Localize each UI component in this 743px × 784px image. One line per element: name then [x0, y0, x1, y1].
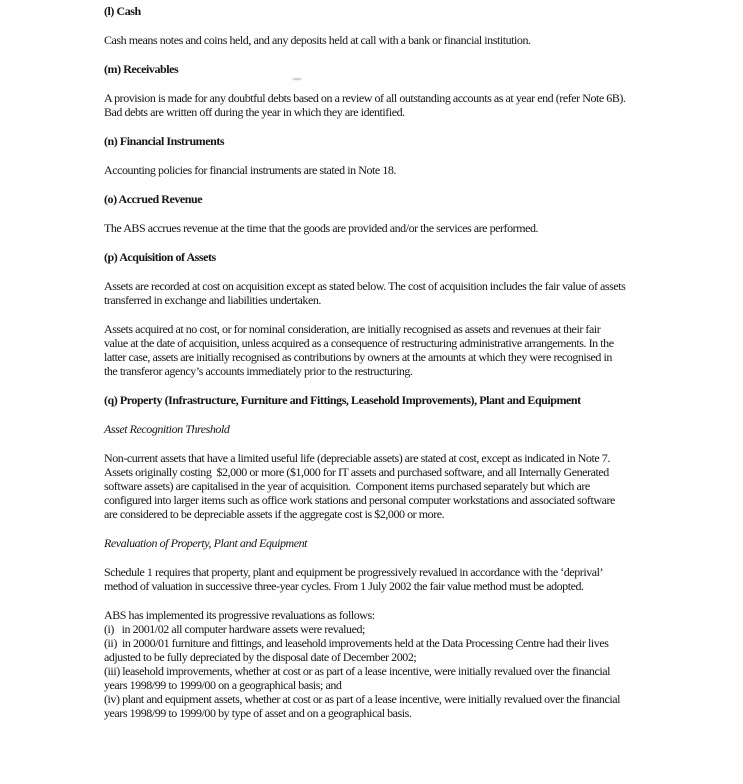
section-heading-cash: (l) Cash — [104, 4, 141, 18]
revaluation-item-i: (i) in 2001/02 all computer hardware assets were revalued; — [104, 622, 365, 636]
paragraph-financial-instruments: Accounting policies for financial instruments are stated in Note 18. — [104, 163, 396, 177]
progressive-revaluations-list — [104, 608, 626, 720]
document-content — [104, 4, 631, 720]
revaluation-item-ii: (ii) in 2000/01 furniture and fittings, and leasehold improvements held at the Data Processing Centre had their lives adjusted to be fully depreciated by the disposal date of December 2002; — [104, 636, 611, 664]
subheading-asset-recognition-threshold: Asset Recognition Threshold — [104, 422, 230, 436]
revaluation-item-iv: (iv) plant and equipment assets, whether at cost or as part of a lease incentive, were initially revalued over the financial years 1998/99 to 1999/00 by type of asset and on a geographical basis. — [104, 692, 623, 720]
revaluation-item-iii: (iii) leasehold improvements, whether at cost or as part of a lease incentive, were initially revalued over the financial years 1998/99 to 1999/00 on a geographical basis; and — [104, 664, 613, 692]
paragraph-asset-recognition-threshold: Non-current assets that have a limited useful life (depreciable assets) are stated at cost, except as indicated in Note 7. Assets originally costing $2,000 or more ($1,000 for IT assets and purchased software, and all Internally Generated software assets) are capitalised in the year of acquisition. Component items purchased separately but which are configured into larger items such as office work stations and personal computer workstations and associated software are considered to be depreciable assets if the aggregate cost is $2,000 or more. — [104, 451, 618, 521]
section-heading-receivables: (m) Receivables — [104, 62, 179, 76]
paragraph-acquisition-cost: Assets are recorded at cost on acquisition except as stated below. The cost of acquisition includes the fair value of assets transferred in exchange and liabilities undertaken. — [104, 279, 628, 307]
section-heading-financial-instruments: (n) Financial Instruments — [104, 134, 225, 148]
progressive-revaluations-intro: ABS has implemented its progressive revaluations as follows: — [104, 608, 375, 622]
paragraph-accrued-revenue: The ABS accrues revenue at the time that the goods are provided and/or the services are performed. — [104, 221, 539, 235]
section-heading-property-plant-equipment: (q) Property (Infrastructure, Furniture and Fittings, Leasehold Improvements), Plant and Equipment — [104, 393, 581, 407]
section-heading-acquisition-of-assets: (p) Acquisition of Assets — [104, 250, 216, 264]
paragraph-acquisition-no-cost: Assets acquired at no cost, or for nominal consideration, are initially recognised as assets and revenues at their fair value at the date of acquisition, unless acquired as a consequence of restructuring administrative arrangements. In the latter case, assets are initially recognised as contributions by owners at the amounts at which they were recognised in the transferor agency’s accounts immediately prior to the restructuring. — [104, 322, 617, 378]
paragraph-receivables-provision: A provision is made for any doubtful debts based on a review of all outstanding accounts as at year end (refer Note 6B). Bad debts are written off during the year in which they are identified. — [104, 91, 631, 119]
subheading-revaluation-property-plant-equipment: Revaluation of Property, Plant and Equipment — [104, 536, 308, 550]
paragraph-cash-definition: Cash means notes and coins held, and any deposits held at call with a bank or financial institution. — [104, 33, 531, 47]
paragraph-revaluation-schedule: Schedule 1 requires that property, plant and equipment be progressively revalued in accordance with the ‘deprival’ method of valuation in successive three-year cycles. From 1 July 2002 the fair value method must be adopted. — [104, 565, 605, 593]
section-heading-accrued-revenue: (o) Accrued Revenue — [104, 192, 203, 206]
